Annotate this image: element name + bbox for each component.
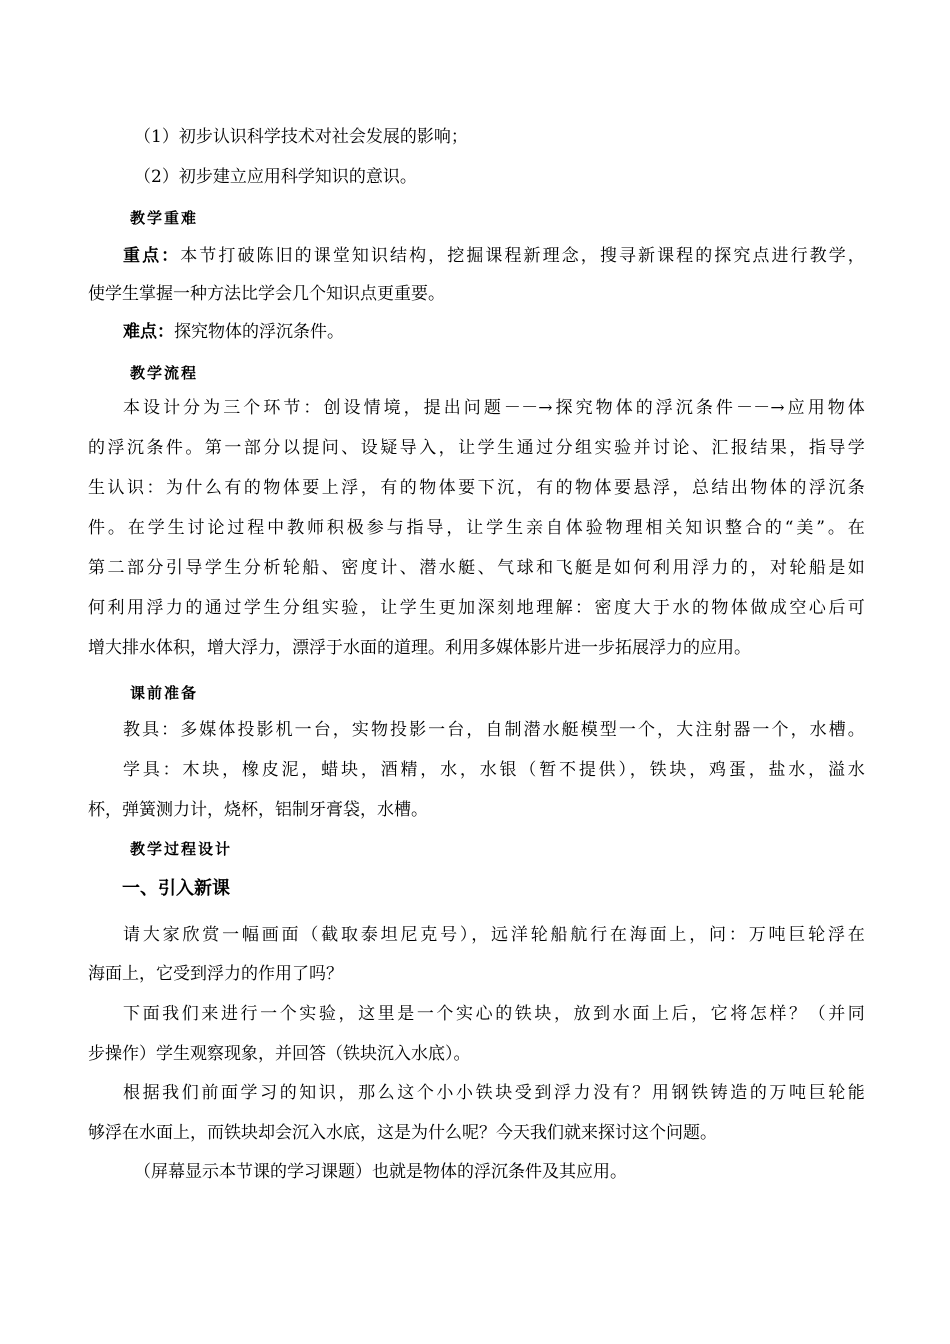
student-tools-line-2: 杯，弹簧测力计，烧杯，铝制牙膏袋，水槽。 <box>88 800 428 820</box>
goal-item-2: （2）初步建立应用科学知识的意识。 <box>134 167 417 187</box>
teacher-tools-line: 教具：多媒体投影机一台，实物投影一台，自制潜水艇模型一个，大注射器一个，水槽。 <box>123 720 865 740</box>
section1-title: 一、引入新课 <box>122 878 230 899</box>
section-heading-key-difficulty: 教学重难 <box>130 209 199 227</box>
flow-line-6: 何利用浮力的通过学生分组实验，让学生更加深刻地理解：密度大于水的物体做成空心后可 <box>88 598 865 618</box>
goal-item-1: （1）初步认识科学技术对社会发展的影响； <box>134 127 468 147</box>
intro-p1-line-1: 请大家欣赏一幅画面（截取泰坦尼克号），远洋轮船航行在海面上，问：万吨巨轮浮在 <box>123 925 865 945</box>
section-heading-process: 教学过程设计 <box>130 840 233 858</box>
key-point-line-1 <box>123 246 865 266</box>
intro-p1-line-2: 海面上，它受到浮力的作用了吗？ <box>88 964 343 984</box>
difficulty-line <box>123 322 344 342</box>
flow-line-4: 件。在学生讨论过程中教师积极参与指导，让学生亲自体验物理相关知识整合的“美”。在 <box>88 518 865 538</box>
flow-line-5: 第二部分引导学生分析轮船、密度计、潜水艇、气球和飞艇是如何利用浮力的，对轮船是如 <box>88 558 865 578</box>
difficulty-text: 探究物体的浮沉条件。 <box>174 322 344 342</box>
flow-line-2: 的浮沉条件。第一部分以提问、设疑导入，让学生通过分组实验并讨论、汇报结果，指导学 <box>88 438 865 458</box>
section-heading-flow: 教学流程 <box>130 364 199 382</box>
key-point-text: 本节打破陈旧的课堂知识结构，挖掘课程新理念，搜寻新课程的探究点进行教学， <box>180 246 866 266</box>
flow-line-1: 本设计分为三个环节：创设情境，提出问题－－→探究物体的浮沉条件－－→应用物体 <box>123 398 865 418</box>
flow-line-7: 增大排水体积，增大浮力，漂浮于水面的道理。利用多媒体影片进一步拓展浮力的应用。 <box>88 638 751 658</box>
key-point-label: 重点： <box>123 246 181 266</box>
section-heading-preparation: 课前准备 <box>130 684 199 702</box>
flow-line-3: 生认识：为什么有的物体要上浮，有的物体要下沉，有的物体要悬浮，总结出物体的浮沉条 <box>88 478 865 498</box>
difficulty-label: 难点： <box>123 322 174 342</box>
intro-p3-line-1: 根据我们前面学习的知识，那么这个小小铁块受到浮力没有？用钢铁铸造的万吨巨轮能 <box>123 1083 865 1103</box>
intro-p4-line: （屏幕显示本节课的学习课题）也就是物体的浮沉条件及其应用。 <box>134 1162 627 1182</box>
intro-p2-line-1: 下面我们来进行一个实验，这里是一个实心的铁块，放到水面上后，它将怎样？（并同 <box>123 1004 865 1024</box>
student-tools-line-1: 学具：木块，橡皮泥，蜡块，酒精，水，水银（暂不提供），铁块，鸡蛋，盐水，溢水 <box>123 760 865 780</box>
key-point-line-2: 使学生掌握一种方法比学会几个知识点更重要。 <box>88 284 445 304</box>
intro-p3-line-2: 够浮在水面上，而铁块却会沉入水底，这是为什么呢？今天我们就来探讨这个问题。 <box>88 1123 717 1143</box>
intro-p2-line-2: 步操作）学生观察现象，并回答（铁块沉入水底）。 <box>88 1044 471 1064</box>
